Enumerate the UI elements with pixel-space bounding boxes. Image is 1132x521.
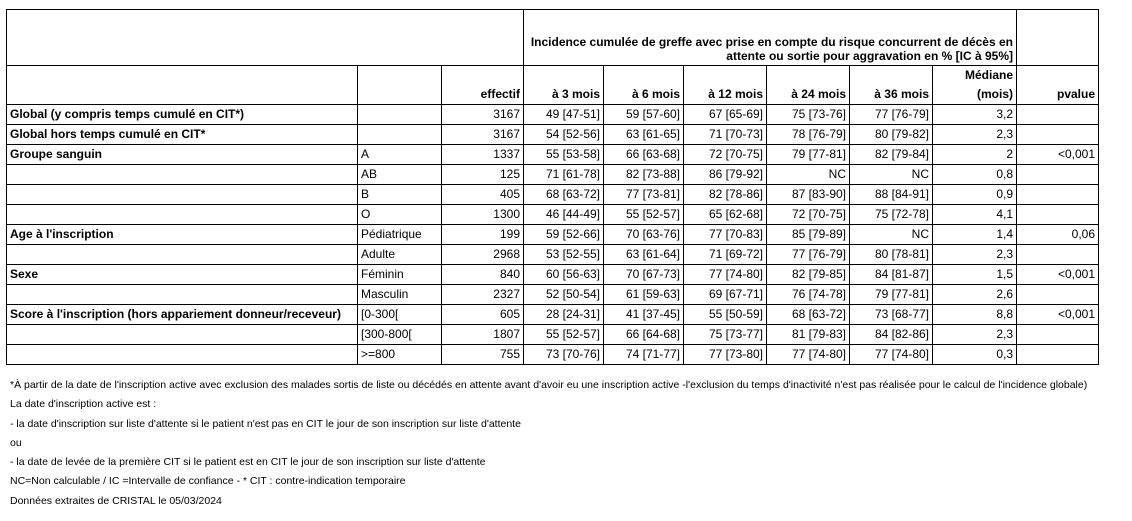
cell-m12: 75 [73-77] xyxy=(684,325,767,345)
cell-m6: 66 [63-68] xyxy=(604,145,684,165)
footnote-line: NC=Non calculable / IC =Intervalle de confiance - * CIT : contre-indication temporaire xyxy=(10,475,406,488)
col-36m: à 36 mois xyxy=(850,66,933,105)
table-row xyxy=(7,285,1099,305)
cell-m3: 28 [24-31] xyxy=(524,305,604,325)
row-group-label: Sexe xyxy=(7,265,358,285)
footnote-line: ou xyxy=(10,436,22,449)
cell-effectif: 2968 xyxy=(442,245,524,265)
cell-effectif: 199 xyxy=(442,225,524,245)
cell-mediane: 0,8 xyxy=(933,165,1017,185)
cell-mediane: 8,8 xyxy=(933,305,1017,325)
cell-effectif: 755 xyxy=(442,345,524,365)
cell-m12: 69 [67-71] xyxy=(684,285,767,305)
cell-pvalue: <0,001 xyxy=(1017,305,1099,325)
col-effectif: effectif xyxy=(442,66,524,105)
row-group-label xyxy=(7,185,358,205)
cell-m6: 82 [73-88] xyxy=(604,165,684,185)
cell-m36: 73 [68-77] xyxy=(850,305,933,325)
cell-effectif: 1337 xyxy=(442,145,524,165)
cell-effectif: 3167 xyxy=(442,125,524,145)
col-pvalue: pvalue xyxy=(1017,66,1099,105)
cell-m3: 46 [44-49] xyxy=(524,205,604,225)
row-subgroup-label: Féminin xyxy=(358,265,442,285)
incidence-table xyxy=(6,9,1099,365)
row-subgroup-label: Pédiatrique xyxy=(358,225,442,245)
table-row xyxy=(7,185,1099,205)
cell-mediane: 0,3 xyxy=(933,345,1017,365)
cell-m3: 54 [52-56] xyxy=(524,125,604,145)
cell-m6: 66 [64-68] xyxy=(604,325,684,345)
table-row xyxy=(7,345,1099,365)
row-subgroup-label: Masculin xyxy=(358,285,442,305)
cell-m6: 70 [63-76] xyxy=(604,225,684,245)
cell-m36: 77 [74-80] xyxy=(850,345,933,365)
cell-m6: 77 [73-81] xyxy=(604,185,684,205)
cell-m24: 77 [76-79] xyxy=(767,245,850,265)
cell-mediane: 4,1 xyxy=(933,205,1017,225)
cell-m36: 79 [77-81] xyxy=(850,285,933,305)
col-12m: à 12 mois xyxy=(684,66,767,105)
row-group-label: Groupe sanguin xyxy=(7,145,358,165)
cell-m24: NC xyxy=(767,165,850,185)
cell-m36: 80 [78-81] xyxy=(850,245,933,265)
table-row xyxy=(7,105,1099,125)
cell-m24: 85 [79-89] xyxy=(767,225,850,245)
table-row xyxy=(7,145,1099,165)
cell-mediane: 1,4 xyxy=(933,225,1017,245)
cell-m24: 78 [76-79] xyxy=(767,125,850,145)
cell-effectif: 1300 xyxy=(442,205,524,225)
cell-pvalue: <0,001 xyxy=(1017,145,1099,165)
row-subgroup-label xyxy=(358,105,442,125)
cell-pvalue xyxy=(1017,125,1099,145)
cell-mediane: 3,2 xyxy=(933,105,1017,125)
cell-pvalue xyxy=(1017,345,1099,365)
table-row xyxy=(7,225,1099,245)
row-group-label xyxy=(7,165,358,185)
cell-m3: 73 [70-76] xyxy=(524,345,604,365)
cell-m12: 65 [62-68] xyxy=(684,205,767,225)
cell-m24: 68 [63-72] xyxy=(767,305,850,325)
cell-pvalue xyxy=(1017,245,1099,265)
cell-m36: 77 [76-79] xyxy=(850,105,933,125)
cell-m6: 74 [71-77] xyxy=(604,345,684,365)
row-subgroup-label xyxy=(358,125,442,145)
cell-m3: 71 [61-78] xyxy=(524,165,604,185)
cell-pvalue xyxy=(1017,325,1099,345)
table-row xyxy=(7,265,1099,285)
row-group-label xyxy=(7,285,358,305)
cell-effectif: 405 xyxy=(442,185,524,205)
cell-m36: 82 [79-84] xyxy=(850,145,933,165)
cell-effectif: 125 xyxy=(442,165,524,185)
row-subgroup-label: >=800 xyxy=(358,345,442,365)
col-24m: à 24 mois xyxy=(767,66,850,105)
footnote-line: *À partir de la date de l'inscription active avec exclusion des malades sortis de liste ou décédés en attente avant d'avoir eu une inscription active -l'exclusion du temps d'inactivité n'est pas réalisée pour le calcul de l'incidence globale) xyxy=(10,379,1088,391)
cell-mediane: 2,3 xyxy=(933,325,1017,345)
col-3m: à 3 mois xyxy=(524,66,604,105)
cell-m12: 77 [74-80] xyxy=(684,265,767,285)
cell-m6: 55 [52-57] xyxy=(604,205,684,225)
cell-m12: 71 [69-72] xyxy=(684,245,767,265)
cell-m12: 67 [65-69] xyxy=(684,105,767,125)
table-row xyxy=(7,245,1099,265)
cell-m36: 88 [84-91] xyxy=(850,185,933,205)
row-group-label: Global hors temps cumulé en CIT* xyxy=(7,125,358,145)
cell-m12: 77 [70-83] xyxy=(684,225,767,245)
cell-m12: 77 [73-80] xyxy=(684,345,767,365)
cell-m12: 55 [50-59] xyxy=(684,305,767,325)
cell-m24: 82 [79-85] xyxy=(767,265,850,285)
cell-m6: 41 [37-45] xyxy=(604,305,684,325)
cell-pvalue xyxy=(1017,285,1099,305)
cell-m3: 52 [50-54] xyxy=(524,285,604,305)
cell-m24: 75 [73-76] xyxy=(767,105,850,125)
cell-m24: 76 [74-78] xyxy=(767,285,850,305)
cell-mediane: 0,9 xyxy=(933,185,1017,205)
footnote-line: Données extraites de CRISTAL le 05/03/2024 xyxy=(10,494,222,507)
header-row xyxy=(7,66,1099,105)
cell-m24: 81 [79-83] xyxy=(767,325,850,345)
title-row xyxy=(7,10,1099,66)
footnote-line: - la date d'inscription sur liste d'attente si le patient n'est pas en CIT le jour de son inscription sur liste d'attente xyxy=(10,417,521,430)
row-group-label xyxy=(7,325,358,345)
cell-pvalue xyxy=(1017,185,1099,205)
row-subgroup-label: [0-300[ xyxy=(358,305,442,325)
cell-m24: 79 [77-81] xyxy=(767,145,850,165)
footnotes xyxy=(10,376,1087,511)
table-row xyxy=(7,125,1099,145)
cell-pvalue xyxy=(1017,165,1099,185)
cell-m3: 53 [52-55] xyxy=(524,245,604,265)
table-title: Incidence cumulée de greffe avec prise en compte du risque concurrent de décès en attente ou sortie pour aggravation en % [IC à 95%] xyxy=(524,10,1017,66)
cell-m24: 87 [83-90] xyxy=(767,185,850,205)
table-row xyxy=(7,165,1099,185)
cell-m3: 55 [53-58] xyxy=(524,145,604,165)
row-subgroup-label: A xyxy=(358,145,442,165)
cell-m3: 55 [52-57] xyxy=(524,325,604,345)
cell-pvalue: 0,06 xyxy=(1017,225,1099,245)
cell-mediane: 1,5 xyxy=(933,265,1017,285)
cell-m6: 59 [57-60] xyxy=(604,105,684,125)
cell-mediane: 2,3 xyxy=(933,125,1017,145)
cell-effectif: 840 xyxy=(442,265,524,285)
footnote-line: La date d'inscription active est : xyxy=(10,398,157,411)
cell-pvalue xyxy=(1017,205,1099,225)
cell-mediane: 2,6 xyxy=(933,285,1017,305)
cell-m12: 72 [70-75] xyxy=(684,145,767,165)
row-subgroup-label: O xyxy=(358,205,442,225)
cell-m3: 49 [47-51] xyxy=(524,105,604,125)
cell-m36: NC xyxy=(850,225,933,245)
table-row xyxy=(7,325,1099,345)
cell-m6: 63 [61-65] xyxy=(604,125,684,145)
cell-m24: 72 [70-75] xyxy=(767,205,850,225)
table-row xyxy=(7,305,1099,325)
row-group-label: Age à l'inscription xyxy=(7,225,358,245)
cell-effectif: 2327 xyxy=(442,285,524,305)
cell-m12: 71 [70-73] xyxy=(684,125,767,145)
cell-m6: 70 [67-73] xyxy=(604,265,684,285)
cell-mediane: 2 xyxy=(933,145,1017,165)
col-mediane: Médiane (mois) xyxy=(933,66,1017,105)
cell-m3: 60 [56-63] xyxy=(524,265,604,285)
row-subgroup-label: Adulte xyxy=(358,245,442,265)
row-group-label xyxy=(7,205,358,225)
row-subgroup-label: [300-800[ xyxy=(358,325,442,345)
cell-m6: 63 [61-64] xyxy=(604,245,684,265)
row-group-label: Global (y compris temps cumulé en CIT*) xyxy=(7,105,358,125)
cell-effectif: 1807 xyxy=(442,325,524,345)
row-group-label xyxy=(7,345,358,365)
cell-m12: 86 [79-92] xyxy=(684,165,767,185)
cell-m3: 68 [63-72] xyxy=(524,185,604,205)
cell-m6: 61 [59-63] xyxy=(604,285,684,305)
cell-pvalue: <0,001 xyxy=(1017,265,1099,285)
row-group-label: Score à l'inscription (hors appariement donneur/receveur) xyxy=(7,305,358,325)
cell-effectif: 605 xyxy=(442,305,524,325)
cell-m36: NC xyxy=(850,165,933,185)
cell-m36: 80 [79-82] xyxy=(850,125,933,145)
table-row xyxy=(7,205,1099,225)
cell-pvalue xyxy=(1017,105,1099,125)
row-subgroup-label: AB xyxy=(358,165,442,185)
cell-mediane: 2,3 xyxy=(933,245,1017,265)
cell-m36: 75 [72-78] xyxy=(850,205,933,225)
cell-m3: 59 [52-66] xyxy=(524,225,604,245)
row-group-label xyxy=(7,245,358,265)
row-subgroup-label: B xyxy=(358,185,442,205)
cell-m36: 84 [81-87] xyxy=(850,265,933,285)
cell-m12: 82 [78-86] xyxy=(684,185,767,205)
col-6m: à 6 mois xyxy=(604,66,684,105)
cell-m36: 84 [82-86] xyxy=(850,325,933,345)
cell-effectif: 3167 xyxy=(442,105,524,125)
cell-m24: 77 [74-80] xyxy=(767,345,850,365)
footnote-line: - la date de levée de la première CIT si le patient est en CIT le jour de son inscription sur liste d'attente xyxy=(10,456,486,469)
